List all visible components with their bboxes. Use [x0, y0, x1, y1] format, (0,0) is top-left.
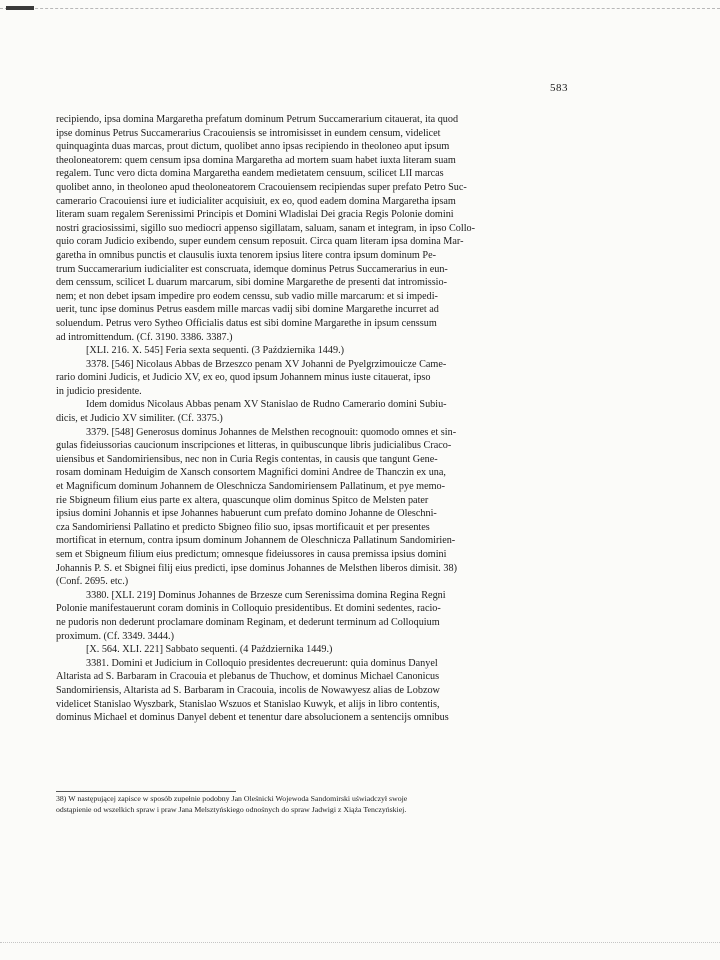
text-line: mortificat in eternum, contra ipsum dominum Johannem de Oleschnicza Pallatinum Sandomirien-	[56, 535, 456, 547]
text-line: nostri graciosissimi, sigillo suo mediocri appenso sigillatam, saluam, sanam et integram, in ipso Collo-	[56, 222, 476, 234]
section-heading: [X. 564. XLI. 221] Sabbato sequenti. (4 Października 1449.)	[86, 644, 333, 656]
text-line: Polonie manifestauerunt coram dominis in Colloquio presidentibus. Et domini sedentes, racio-	[56, 603, 441, 615]
text-line: sem et Sbigneum filium eius predictum; omnesque fideiussores in causa premissa ipsius domini	[56, 549, 447, 560]
scan-bottom-edge	[0, 942, 720, 943]
text-line: regalem. Tunc vero dicta domina Margaretha eandem medietatem censuum, scilicet LII marcas	[56, 168, 444, 180]
footnote	[56, 794, 566, 815]
text-line: garetha in omnibus punctis et clausulis iuxta tenorem ipsius litere contra ipsum dominum Pe-	[56, 249, 436, 261]
text-line: 3378. [546] Nicolaus Abbas de Brzeszco penam XV Johanni de Pyelgrzimouicze Came-	[86, 358, 447, 370]
text-line: quolibet anno, in theoloneo apud theoloneatorem Cracouiensem recipiendas super prefato Petro Suc-	[56, 181, 467, 193]
text-line: proximum. (Cf. 3349. 3444.)	[56, 630, 174, 642]
text-line: uerit, tunc ipse dominus Petrus easdem mille marcas vadij sibi domine Margarethe incurret ad	[56, 304, 439, 316]
text-line: literam suam regalem Serenissimi Principis et Domini Wladislai Dei gracia Regis Polonie domini	[56, 209, 454, 221]
text-line: videlicet Stanislao Wyszbark, Stanislao Wszuos et Stanislao Kuwyk, et alijs in libro contentis,	[56, 698, 440, 710]
text-line: Altarista ad S. Barbaram in Cracouia et plebanus de Thuchow, et dominus Michael Canonicus	[56, 671, 440, 683]
footnote-rule	[56, 791, 236, 792]
text-line: Idem domidus Nicolaus Abbas penam XV Stanislao de Rudno Camerario domini Subiu-	[86, 399, 447, 411]
text-line: (Conf. 2695. etc.)	[56, 576, 129, 588]
footnote-line: 38) W następującej zapisce w sposób zupełnie podobny Jan Oleśnicki Wojewoda Sandomirski uświadczył swoje	[56, 794, 408, 803]
section-heading: [XLI. 216. X. 545] Feria sexta sequenti. (3 Października 1449.)	[86, 345, 345, 357]
text-line: quinquaginta duas marcas, prout dictum, quolibet anno ipsas recipiendo in theoloneo aput ipsum	[56, 141, 450, 153]
text-line: Sandomiriensis, Altarista ad S. Barbaram in Cracouia, incolis de Nowawyesz alias de Lobzow	[56, 684, 440, 696]
body-text	[56, 113, 566, 725]
text-line: theoloneatorem: quem censum ipsa domina Margaretha ad mortem suam habet iuxta literam suam	[56, 154, 456, 166]
text-line: rosam dominam Heduigim de Xansch consortem Magnifici domini Andree de Thanczin ex una,	[56, 467, 446, 479]
text-line: ipse dominus Petrus Succamerarius Cracouiensis se intromisisset in eundem censum, videlicet	[56, 127, 441, 139]
text-line: camerario Cracouiensi iure et iudicialiter acquisiuit, ex eo, quod eadem domina Margaretha ipsam	[56, 195, 456, 207]
text-line: ne pudoris non dederunt proclamare dominam Reginam, et dederunt terminum ad Colloquium	[56, 616, 440, 628]
text-line: in judicio presidente.	[56, 385, 142, 397]
text-line: 3379. [548] Generosus dominus Johannes de Melsthen recognouit: quomodo omnes et sin-	[86, 426, 457, 438]
text-line: recipiendo, ipsa domina Margaretha prefatum dominum Petrum Succamerarium citauerat, ita quod	[56, 114, 459, 125]
text-line: nem; et non debet ipsam impedire pro eodem censsu, sub vadio mille marcarum: et si impedi-	[56, 290, 438, 302]
footnote-line: odstąpienie od wszelkich spraw i praw Jana Melsztyńskiego odnośnych do spraw Jadwigi z Xiąża Tenczyńskiej.	[56, 804, 407, 814]
text-line: quio coram Judicio exibendo, super eundem censum reposuit. Circa quam literam ipsa domina Mar-	[56, 236, 464, 248]
text-line: gulas fideiussorias caucionum inscripciones et litteras, in quibuscunque libris judicialibus Craco-	[56, 440, 452, 452]
scan-top-edge	[0, 8, 720, 9]
text-line: Johannis P. S. et Sbignei filij eius predicti, ipse dominus Johannes de Melsthen liberos dimisit. 38)	[56, 562, 457, 574]
text-line: dicis, et Judicio XV similiter. (Cf. 3375.)	[56, 413, 223, 425]
text-line: dominus Michael et dominus Danyel debent et tenentur dare absolucionem a sentencijs omnibus	[56, 712, 449, 724]
text-line: 3381. Domini et Judicium in Colloquio presidentes decreuerunt: quia dominus Danyel	[86, 657, 438, 669]
text-line: 3380. [XLI. 219] Dominus Johannes de Brzesze cum Serenissima domina Regina Regni	[86, 589, 446, 601]
text-line: dem censsum, scilicet L duarum marcarum, sibi domine Margarethe de presenti dat intromissio-	[56, 277, 447, 289]
scan-corner-mark	[6, 6, 34, 10]
text-line: uiensibus et Sandomiriensibus, nec non in Curia Regis contentas, in causis que tangunt Gene-	[56, 453, 438, 465]
text-line: ad intromittendum. (Cf. 3190. 3386. 3387.)	[56, 331, 233, 343]
text-line: trum Succamerarium iudicialiter est conscruata, idemque dominus Petrus Succamerarius in eun-	[56, 263, 448, 275]
text-line: rario domini Judicis, et Judicio XV, ex eo, quod ipsum Johannem minus iuste citauerat, ipso	[56, 372, 431, 384]
page-number: 583	[550, 82, 568, 94]
text-line: rie Sbigneum filium eius parte ex altera, quascunque olim dominus Spitco de Melsten pater	[56, 494, 429, 506]
text-line: soluendum. Petrus vero Sytheo Officialis datus est sibi domine Margarethe in ipsum censsum	[56, 317, 437, 329]
text-line: ipsius domini Johannis et ipse Johannes habuerunt cum prefato domino Johanne de Oleschni-	[56, 508, 437, 520]
text-line: cza Sandomiriensi Pallatino et predicto Sbigneo filio suo, ipsas mortificauit et per presentes	[56, 521, 430, 533]
text-line: et Magnificum dominum Johannem de Oleschnicza Sandomiriensem Pallatinum, et pye memo-	[56, 481, 446, 493]
